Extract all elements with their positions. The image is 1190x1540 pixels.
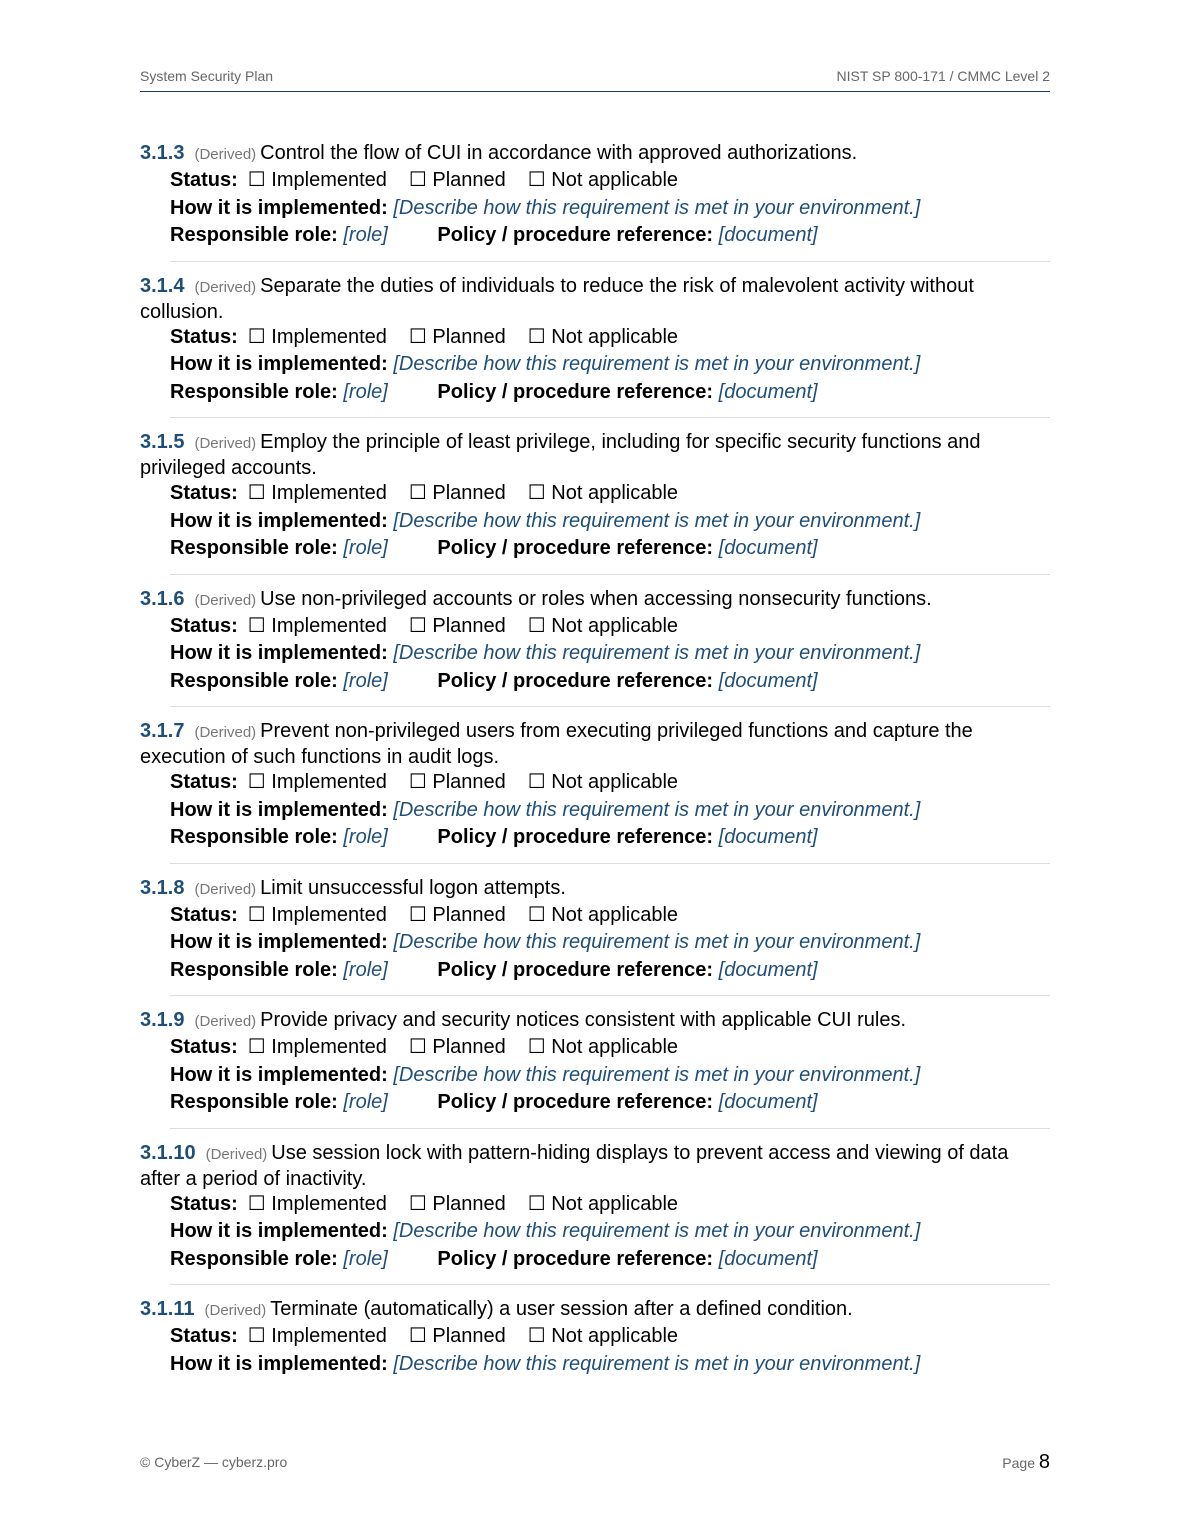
- divider: [170, 1128, 1050, 1129]
- document-placeholder[interactable]: [document]: [718, 537, 818, 559]
- divider: [170, 863, 1050, 864]
- page-footer: [140, 1448, 1050, 1474]
- how-implemented-label: How it is implemented:: [170, 931, 388, 953]
- status-label: Status:: [170, 1325, 238, 1347]
- implementation-placeholder[interactable]: [Describe how this requirement is met in your environment.]: [393, 1220, 921, 1242]
- status-label: Status:: [170, 771, 238, 793]
- requirement-heading: [140, 876, 1050, 902]
- status-row: [170, 613, 1050, 641]
- requirement-heading: [140, 141, 1050, 167]
- status-planned-checkbox[interactable]: ☐ Planned: [408, 482, 506, 504]
- status-planned-checkbox[interactable]: ☐ Planned: [408, 1192, 506, 1215]
- requirement-id: 3.1.11: [140, 1298, 195, 1320]
- document-title: System Security Plan: [140, 68, 274, 84]
- requirement-tag: (Derived): [194, 724, 257, 741]
- requirement-heading: [140, 1008, 1050, 1034]
- requirement-text: Terminate (automatically) a user session after a defined condition.: [270, 1298, 853, 1320]
- requirement-tag: (Derived): [194, 278, 257, 296]
- status-not-applicable-checkbox[interactable]: ☐ Not applicable: [527, 771, 679, 793]
- requirement-id: 3.1.3: [140, 142, 185, 164]
- role-placeholder[interactable]: [role]: [343, 826, 388, 848]
- status-planned-checkbox[interactable]: ☐ Planned: [408, 169, 506, 191]
- status-implemented-checkbox[interactable]: ☐ Implemented: [247, 1325, 387, 1347]
- status-not-applicable-checkbox[interactable]: ☐ Not applicable: [527, 1325, 679, 1347]
- document-placeholder[interactable]: [document]: [718, 826, 818, 848]
- requirement-heading: [140, 1141, 1050, 1191]
- status-label: Status:: [170, 1192, 238, 1215]
- status-implemented-checkbox[interactable]: ☐ Implemented: [247, 325, 387, 348]
- requirement-text: Limit unsuccessful logon attempts.: [260, 876, 566, 899]
- status-label: Status:: [170, 903, 238, 926]
- requirement-item: [140, 274, 1050, 407]
- role-policy-row: [170, 222, 1050, 250]
- status-not-applicable-checkbox[interactable]: ☐ Not applicable: [527, 903, 679, 926]
- requirement-tag: (Derived): [194, 146, 257, 163]
- role-policy-row: [170, 1089, 1050, 1117]
- requirement-text: Use non-privileged accounts or roles when accessing nonsecurity functions.: [260, 587, 932, 610]
- role-policy-row: [170, 535, 1050, 563]
- document-placeholder[interactable]: [document]: [718, 1091, 818, 1113]
- status-not-applicable-checkbox[interactable]: ☐ Not applicable: [527, 614, 679, 637]
- status-not-applicable-checkbox[interactable]: ☐ Not applicable: [527, 1036, 679, 1058]
- status-planned-checkbox[interactable]: ☐ Planned: [408, 325, 506, 348]
- implementation-placeholder[interactable]: [Describe how this requirement is met in your environment.]: [393, 931, 921, 953]
- document-placeholder[interactable]: [document]: [718, 1247, 818, 1270]
- document-placeholder[interactable]: [document]: [718, 224, 818, 246]
- status-implemented-checkbox[interactable]: ☐ Implemented: [247, 482, 387, 504]
- requirement-tag: (Derived): [194, 591, 257, 609]
- requirement-item: [140, 876, 1050, 985]
- status-implemented-checkbox[interactable]: ☐ Implemented: [247, 1036, 387, 1058]
- requirement-id: 3.1.9: [140, 1009, 185, 1031]
- status-planned-checkbox[interactable]: ☐ Planned: [408, 614, 506, 637]
- policy-reference-label: Policy / procedure reference:: [437, 826, 714, 848]
- status-row: [170, 1191, 1050, 1219]
- implementation-row: [170, 1351, 1050, 1379]
- status-label: Status:: [170, 169, 238, 191]
- copyright-text: © CyberZ — cyberz.pro: [140, 1454, 288, 1470]
- document-placeholder[interactable]: [document]: [718, 669, 818, 692]
- requirement-text: Separate the duties of individuals to reduce the risk of malevolent activity without collusion.: [140, 274, 974, 323]
- requirement-tag: (Derived): [194, 880, 257, 898]
- requirement-id: 3.1.6: [140, 587, 185, 610]
- how-implemented-label: How it is implemented:: [170, 1063, 388, 1086]
- requirement-id: 3.1.7: [140, 720, 185, 742]
- status-implemented-checkbox[interactable]: ☐ Implemented: [247, 614, 387, 637]
- requirement-tag: (Derived): [194, 435, 257, 452]
- policy-reference-label: Policy / procedure reference:: [437, 380, 714, 403]
- requirement-id: 3.1.10: [140, 1141, 196, 1164]
- divider: [170, 706, 1050, 707]
- implementation-placeholder[interactable]: [Describe how this requirement is met in your environment.]: [393, 798, 921, 821]
- requirement-heading: [140, 1297, 1050, 1323]
- requirement-tag: (Derived): [205, 1145, 268, 1163]
- status-label: Status:: [170, 1036, 238, 1058]
- framework-label: NIST SP 800-171 / CMMC Level 2: [836, 68, 1050, 84]
- page-label: Page: [1002, 1455, 1035, 1471]
- implementation-placeholder[interactable]: [Describe how this requirement is met in your environment.]: [393, 509, 921, 532]
- status-planned-checkbox[interactable]: ☐ Planned: [408, 1036, 506, 1058]
- requirement-text: Control the flow of CUI in accordance with approved authorizations.: [260, 142, 858, 164]
- requirement-tag: (Derived): [194, 1013, 257, 1030]
- implementation-row: [170, 797, 1050, 825]
- requirement-id: 3.1.5: [140, 431, 185, 453]
- status-planned-checkbox[interactable]: ☐ Planned: [408, 771, 506, 793]
- how-implemented-label: How it is implemented:: [170, 509, 388, 532]
- status-label: Status:: [170, 482, 238, 504]
- requirement-item: [140, 587, 1050, 696]
- status-not-applicable-checkbox[interactable]: ☐ Not applicable: [527, 325, 679, 348]
- divider: [170, 1284, 1050, 1285]
- status-row: [170, 324, 1050, 352]
- requirement-heading: [140, 430, 1050, 480]
- requirement-heading: [140, 274, 1050, 324]
- role-placeholder[interactable]: [role]: [343, 1247, 388, 1270]
- role-placeholder[interactable]: [role]: [343, 224, 388, 246]
- document-placeholder[interactable]: [document]: [718, 958, 818, 981]
- status-not-applicable-checkbox[interactable]: ☐ Not applicable: [527, 169, 679, 191]
- role-placeholder[interactable]: [role]: [343, 537, 388, 559]
- status-implemented-checkbox[interactable]: ☐ Implemented: [247, 1192, 387, 1215]
- implementation-row: [170, 929, 1050, 957]
- page-number: 8: [1038, 1451, 1050, 1473]
- responsible-role-label: Responsible role:: [170, 380, 338, 403]
- role-placeholder[interactable]: [role]: [343, 380, 388, 403]
- responsible-role-label: Responsible role:: [170, 826, 338, 848]
- status-row: [170, 1323, 1050, 1351]
- how-implemented-label: How it is implemented:: [170, 642, 388, 664]
- requirement-item: [140, 430, 1050, 563]
- status-planned-checkbox[interactable]: ☐ Planned: [408, 1325, 506, 1347]
- role-policy-row: [170, 957, 1050, 985]
- divider: [170, 261, 1050, 262]
- implementation-row: [170, 640, 1050, 668]
- requirement-heading: [140, 719, 1050, 769]
- document-placeholder[interactable]: [document]: [718, 380, 818, 403]
- requirement-text: Provide privacy and security notices consistent with applicable CUI rules.: [260, 1009, 907, 1031]
- status-row: [170, 902, 1050, 930]
- status-implemented-checkbox[interactable]: ☐ Implemented: [247, 771, 387, 793]
- implementation-row: [170, 351, 1050, 379]
- policy-reference-label: Policy / procedure reference:: [437, 1091, 714, 1113]
- responsible-role-label: Responsible role:: [170, 669, 338, 692]
- responsible-role-label: Responsible role:: [170, 537, 338, 559]
- responsible-role-label: Responsible role:: [170, 1091, 338, 1113]
- page-header: [140, 68, 1050, 92]
- role-placeholder[interactable]: [role]: [343, 669, 388, 692]
- status-label: Status:: [170, 325, 238, 348]
- role-policy-row: [170, 1246, 1050, 1274]
- status-not-applicable-checkbox[interactable]: ☐ Not applicable: [527, 1192, 679, 1215]
- role-placeholder[interactable]: [role]: [343, 958, 388, 981]
- role-policy-row: [170, 668, 1050, 696]
- requirement-item: [140, 1297, 1050, 1378]
- implementation-placeholder[interactable]: [Describe how this requirement is met in your environment.]: [393, 353, 921, 375]
- implementation-placeholder[interactable]: [Describe how this requirement is met in your environment.]: [393, 1063, 921, 1086]
- implementation-placeholder[interactable]: [Describe how this requirement is met in your environment.]: [393, 196, 921, 219]
- requirement-item: [140, 1008, 1050, 1117]
- page-indicator: [1002, 1451, 1050, 1474]
- how-implemented-label: How it is implemented:: [170, 1220, 388, 1242]
- status-implemented-checkbox[interactable]: ☐ Implemented: [247, 169, 387, 191]
- divider: [170, 995, 1050, 996]
- divider: [170, 417, 1050, 418]
- requirement-id: 3.1.8: [140, 876, 185, 899]
- policy-reference-label: Policy / procedure reference:: [437, 669, 714, 692]
- status-row: [170, 1034, 1050, 1062]
- requirement-text: Use session lock with pattern-hiding displays to prevent access and viewing of data after a period of inactivity.: [140, 1141, 1009, 1190]
- responsible-role-label: Responsible role:: [170, 224, 338, 246]
- implementation-placeholder[interactable]: [Describe how this requirement is met in your environment.]: [393, 1352, 921, 1375]
- policy-reference-label: Policy / procedure reference:: [437, 224, 714, 246]
- how-implemented-label: How it is implemented:: [170, 798, 388, 821]
- requirement-id: 3.1.4: [140, 274, 185, 297]
- requirement-heading: [140, 587, 1050, 613]
- policy-reference-label: Policy / procedure reference:: [437, 958, 714, 981]
- policy-reference-label: Policy / procedure reference:: [437, 1247, 714, 1270]
- role-policy-row: [170, 379, 1050, 407]
- how-implemented-label: How it is implemented:: [170, 353, 388, 375]
- status-row: [170, 167, 1050, 195]
- status-row: [170, 480, 1050, 508]
- requirements-list: [140, 141, 1050, 1378]
- role-policy-row: [170, 824, 1050, 852]
- divider: [170, 574, 1050, 575]
- implementation-row: [170, 508, 1050, 536]
- implementation-row: [170, 1062, 1050, 1090]
- role-placeholder[interactable]: [role]: [343, 1091, 388, 1113]
- status-not-applicable-checkbox[interactable]: ☐ Not applicable: [527, 482, 679, 504]
- requirement-item: [140, 719, 1050, 852]
- responsible-role-label: Responsible role:: [170, 1247, 338, 1270]
- requirement-text: Prevent non-privileged users from executing privileged functions and capture the execution of such functions in audit logs.: [140, 720, 973, 768]
- implementation-row: [170, 195, 1050, 223]
- implementation-placeholder[interactable]: [Describe how this requirement is met in your environment.]: [393, 642, 921, 664]
- responsible-role-label: Responsible role:: [170, 958, 338, 981]
- status-label: Status:: [170, 614, 238, 637]
- requirement-item: [140, 141, 1050, 250]
- implementation-row: [170, 1218, 1050, 1246]
- status-row: [170, 769, 1050, 797]
- how-implemented-label: How it is implemented:: [170, 196, 388, 219]
- policy-reference-label: Policy / procedure reference:: [437, 537, 714, 559]
- how-implemented-label: How it is implemented:: [170, 1352, 388, 1375]
- requirement-tag: (Derived): [204, 1302, 267, 1319]
- status-planned-checkbox[interactable]: ☐ Planned: [408, 903, 506, 926]
- requirement-item: [140, 1141, 1050, 1274]
- status-implemented-checkbox[interactable]: ☐ Implemented: [247, 903, 387, 926]
- requirement-text: Employ the principle of least privilege, including for specific security functions and privileged accounts.: [140, 431, 981, 479]
